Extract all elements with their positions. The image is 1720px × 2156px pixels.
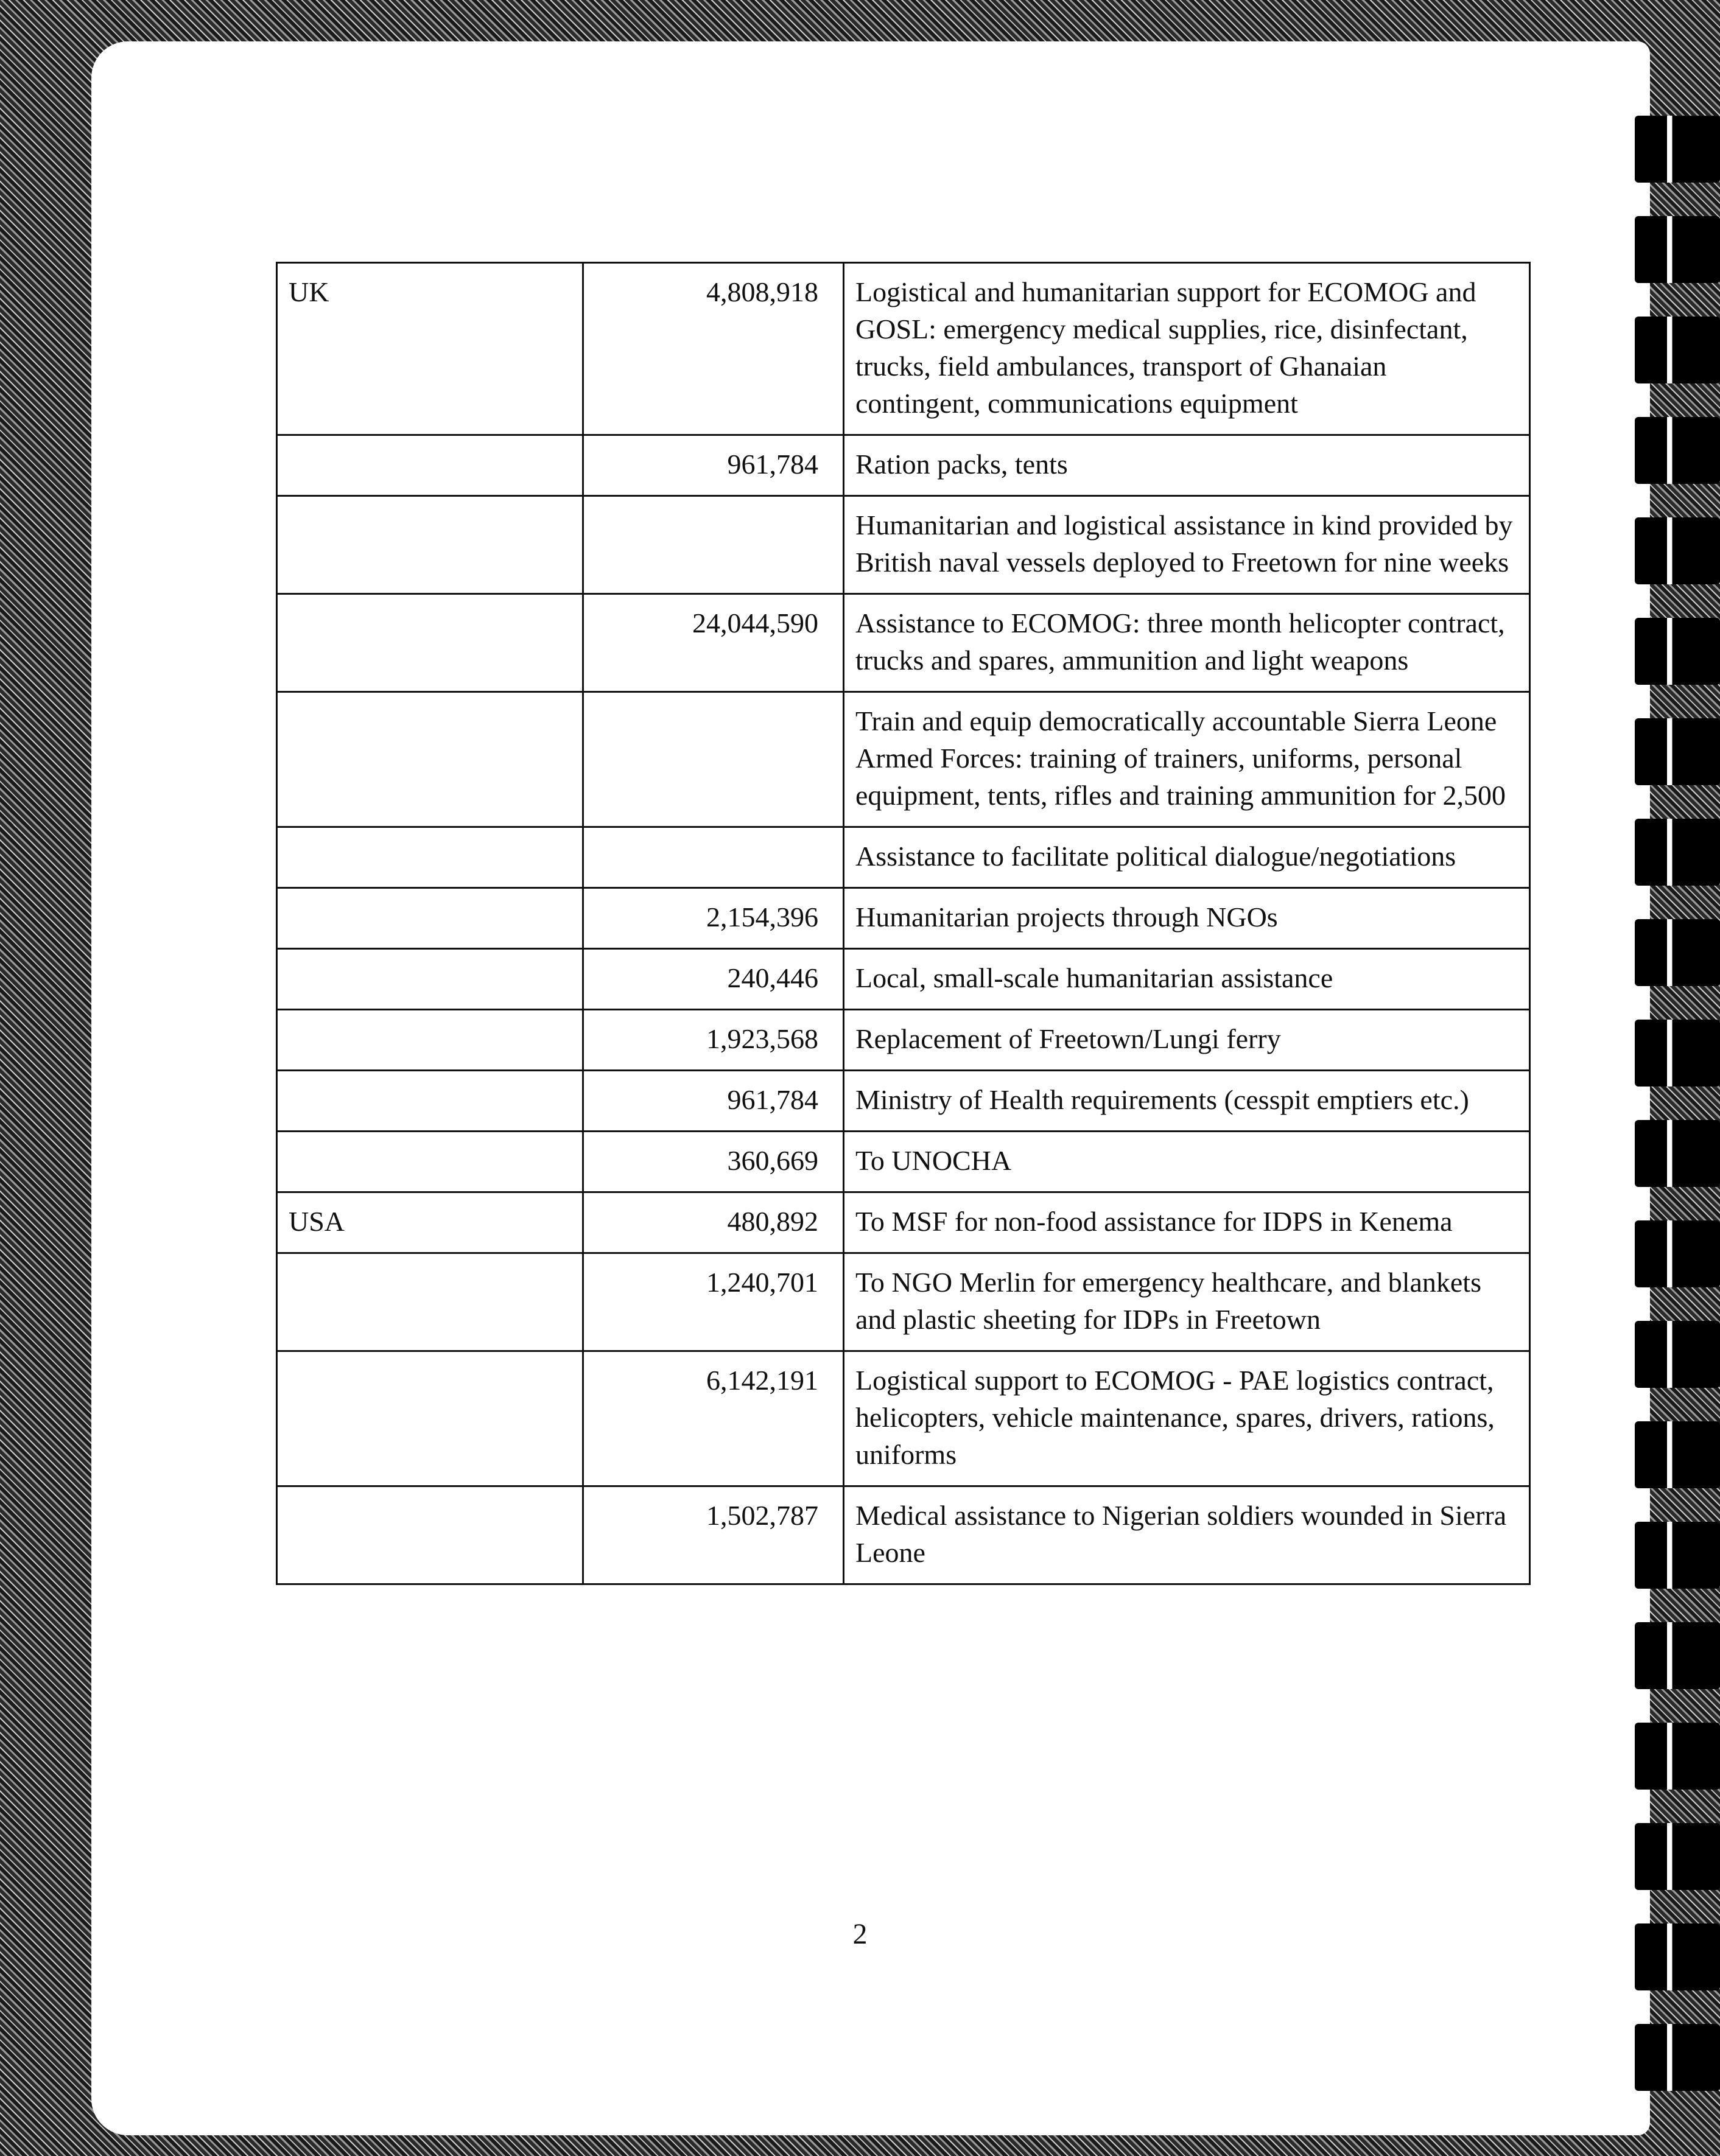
- table-row: [277, 1192, 1530, 1253]
- amount-cell: 360,669: [583, 1132, 844, 1192]
- description-cell: Logistical and humanitarian support for ECOMOG and GOSL: emergency medical supplies, rice, disinfectant, trucks, field ambulances, transport of Ghanaian contingent, communications equipment: [844, 263, 1530, 435]
- amount-cell: 24,044,590: [583, 594, 844, 692]
- description-cell: Assistance to facilitate political dialogue/negotiations: [844, 827, 1530, 888]
- amount-cell: 1,923,568: [583, 1010, 844, 1071]
- table-row: [277, 496, 1530, 594]
- amount-cell: 1,502,787: [583, 1486, 844, 1584]
- country-cell: [277, 1132, 583, 1192]
- description-cell: Humanitarian and logistical assistance in kind provided by British naval vessels deployed to Freetown for nine weeks: [844, 496, 1530, 594]
- description-cell: Train and equip democratically accountable Sierra Leone Armed Forces: training of trainers, uniforms, personal equipment, tents, rifles and training ammunition for 2,500: [844, 692, 1530, 827]
- table-row: [277, 949, 1530, 1010]
- amount-cell: [583, 692, 844, 827]
- description-cell: Replacement of Freetown/Lungi ferry: [844, 1010, 1530, 1071]
- binding-ring: [1635, 1220, 1720, 1287]
- binding-ring: [1635, 216, 1720, 283]
- binding-ring: [1635, 919, 1720, 986]
- description-cell: Assistance to ECOMOG: three month helicopter contract, trucks and spares, ammunition and light weapons: [844, 594, 1530, 692]
- page-number: 2: [852, 1918, 868, 1950]
- binding-ring: [1635, 819, 1720, 886]
- binding-ring: [1635, 2024, 1720, 2091]
- country-cell: [277, 1071, 583, 1132]
- country-cell: [277, 949, 583, 1010]
- description-cell: Medical assistance to Nigerian soldiers wounded in Sierra Leone: [844, 1486, 1530, 1584]
- country-cell: [277, 496, 583, 594]
- country-cell: USA: [277, 1192, 583, 1253]
- amount-cell: 961,784: [583, 1071, 844, 1132]
- amount-cell: 4,808,918: [583, 263, 844, 435]
- description-cell: To UNOCHA: [844, 1132, 1530, 1192]
- table-row: [277, 827, 1530, 888]
- amount-cell: 6,142,191: [583, 1351, 844, 1486]
- country-cell: [277, 594, 583, 692]
- table-row: [277, 263, 1530, 435]
- binding-ring: [1635, 1522, 1720, 1589]
- binding-ring: [1635, 1622, 1720, 1689]
- country-cell: [277, 435, 583, 496]
- binding-ring: [1635, 417, 1720, 484]
- table-row: [277, 435, 1530, 496]
- binding-ring: [1635, 517, 1720, 584]
- contributions-table: [276, 262, 1531, 1585]
- description-cell: Humanitarian projects through NGOs: [844, 888, 1530, 949]
- binding-ring: [1635, 116, 1720, 183]
- country-cell: UK: [277, 263, 583, 435]
- amount-cell: [583, 827, 844, 888]
- description-cell: To NGO Merlin for emergency healthcare, and blankets and plastic sheeting for IDPs in Freetown: [844, 1253, 1530, 1351]
- binding-ring: [1635, 1321, 1720, 1388]
- table-row: [277, 888, 1530, 949]
- country-cell: [277, 827, 583, 888]
- country-cell: [277, 888, 583, 949]
- country-cell: [277, 1486, 583, 1584]
- amount-cell: 480,892: [583, 1192, 844, 1253]
- amount-cell: 2,154,396: [583, 888, 844, 949]
- binding-ring: [1635, 1020, 1720, 1087]
- binding-ring: [1635, 1120, 1720, 1187]
- description-cell: Logistical support to ECOMOG - PAE logistics contract, helicopters, vehicle maintenance, spares, drivers, rations, uniforms: [844, 1351, 1530, 1486]
- table-row: [277, 594, 1530, 692]
- table-row: [277, 1486, 1530, 1584]
- country-cell: [277, 692, 583, 827]
- table-row: [277, 692, 1530, 827]
- binding-ring: [1635, 1723, 1720, 1790]
- country-cell: [277, 1010, 583, 1071]
- table-row: [277, 1253, 1530, 1351]
- amount-cell: 240,446: [583, 949, 844, 1010]
- binding-ring: [1635, 1421, 1720, 1488]
- amount-cell: 1,240,701: [583, 1253, 844, 1351]
- table-row: [277, 1010, 1530, 1071]
- description-cell: Ministry of Health requirements (cesspit emptiers etc.): [844, 1071, 1530, 1132]
- country-cell: [277, 1253, 583, 1351]
- binding-ring: [1635, 718, 1720, 785]
- table-row: [277, 1132, 1530, 1192]
- binding-ring: [1635, 317, 1720, 383]
- amount-cell: 961,784: [583, 435, 844, 496]
- country-cell: [277, 1351, 583, 1486]
- description-cell: Ration packs, tents: [844, 435, 1530, 496]
- binding-ring: [1635, 618, 1720, 685]
- table-row: [277, 1351, 1530, 1486]
- description-cell: Local, small-scale humanitarian assistance: [844, 949, 1530, 1010]
- spiral-binding: [1629, 116, 1720, 2124]
- binding-ring: [1635, 1823, 1720, 1890]
- description-cell: To MSF for non-food assistance for IDPS in Kenema: [844, 1192, 1530, 1253]
- table-row: [277, 1071, 1530, 1132]
- amount-cell: [583, 496, 844, 594]
